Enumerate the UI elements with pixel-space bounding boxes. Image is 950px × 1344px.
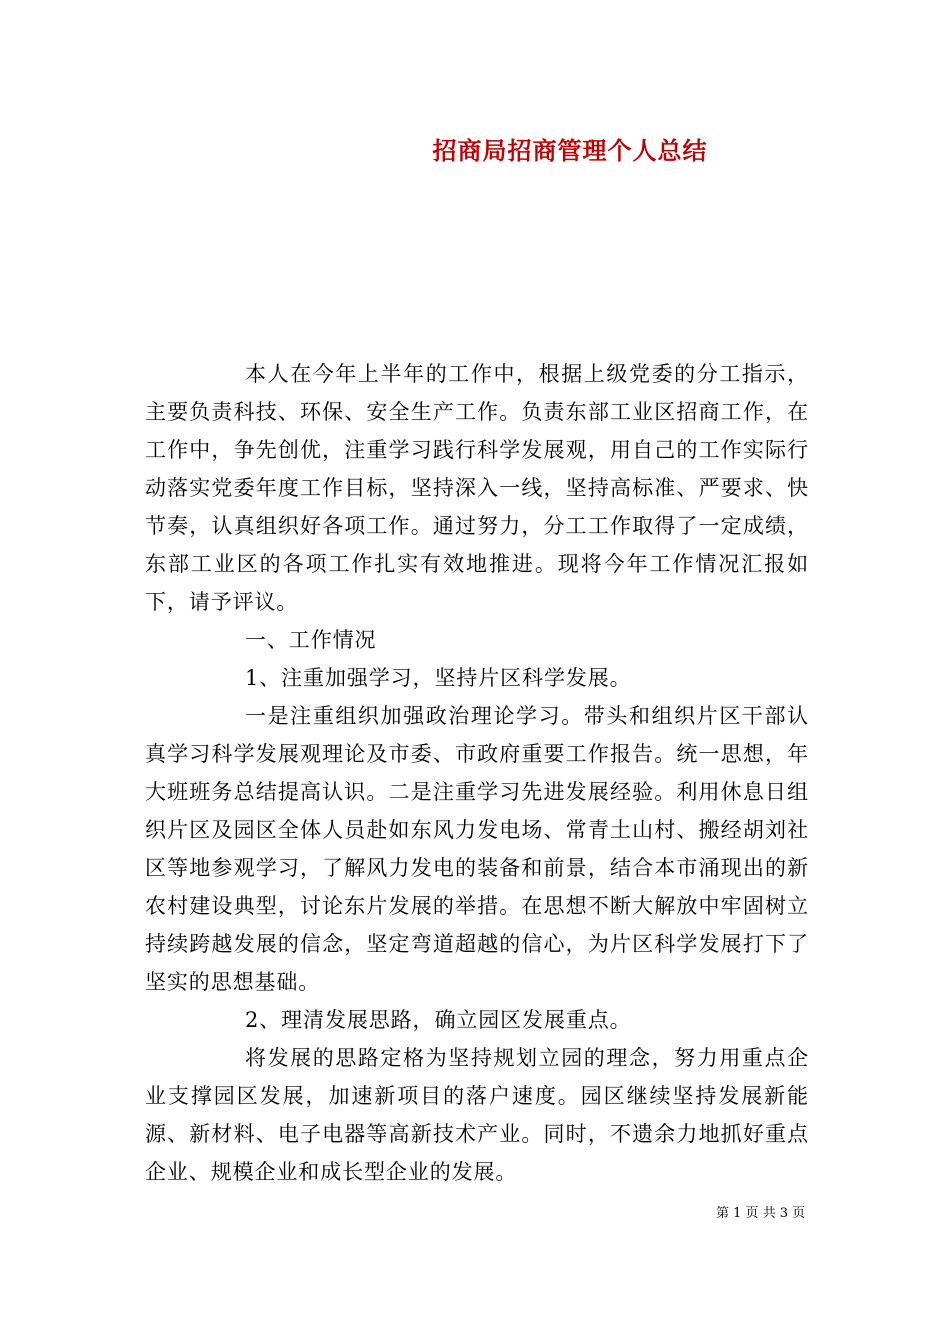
- paragraph-intro: 本人在今年上半年的工作中，根据上级党委的分工指示，主要负责科技、环保、安全生产工作。负责东部工业区招商工作，在工作中，争先创优，注重学习践行科学发展观，用自己的工作实际行动落实党委年度工作目标，坚持深入一线，坚持高标准、严要求、快节奏，认真组织好各项工作。通过努力，分工工作取得了一定成绩，东部工业区的各项工作扎实有效地推进。现将今年工作情况汇报如下，请予评议。: [145, 362, 809, 614]
- subheading-development: 2、理清发展思路，确立园区发展重点。: [245, 1008, 632, 1032]
- page-number: 第 1 页 共 3 页: [716, 1206, 806, 1221]
- document-title: 招商局招商管理个人总结: [432, 136, 708, 165]
- section-heading-work: 一、工作情况: [245, 628, 377, 652]
- paragraph-study: 一是注重组织加强政治理论学习。带头和组织片区干部认真学习科学发展观理论及市委、市政府重要工作报告。统一思想，年大班班务总结提高认识。二是注重学习先进发展经验。利用休息日组织片区及园区全体人员赴如东风力发电场、常青土山村、搬经胡刘社区等地参观学习，了解风力发电的装备和前景，结合本市涌现出的新农村建设典型，讨论东片发展的举措。在思想不断大解放中牢固树立持续跨越发展的信念，坚定弯道超越的信心，为片区科学发展打下了坚实的思想基础。: [145, 704, 809, 994]
- document-body: [145, 355, 809, 1191]
- subheading-study: 1、注重加强学习，坚持片区科学发展。: [245, 666, 632, 690]
- paragraph-development: 将发展的思路定格为坚持规划立园的理念，努力用重点企业支撑园区发展，加速新项目的落户速度。园区继续坚持发展新能源、新材料、电子电器等高新技术产业。同时，不遗余力地抓好重点企业、规模企业和成长型企业的发展。: [145, 1046, 809, 1184]
